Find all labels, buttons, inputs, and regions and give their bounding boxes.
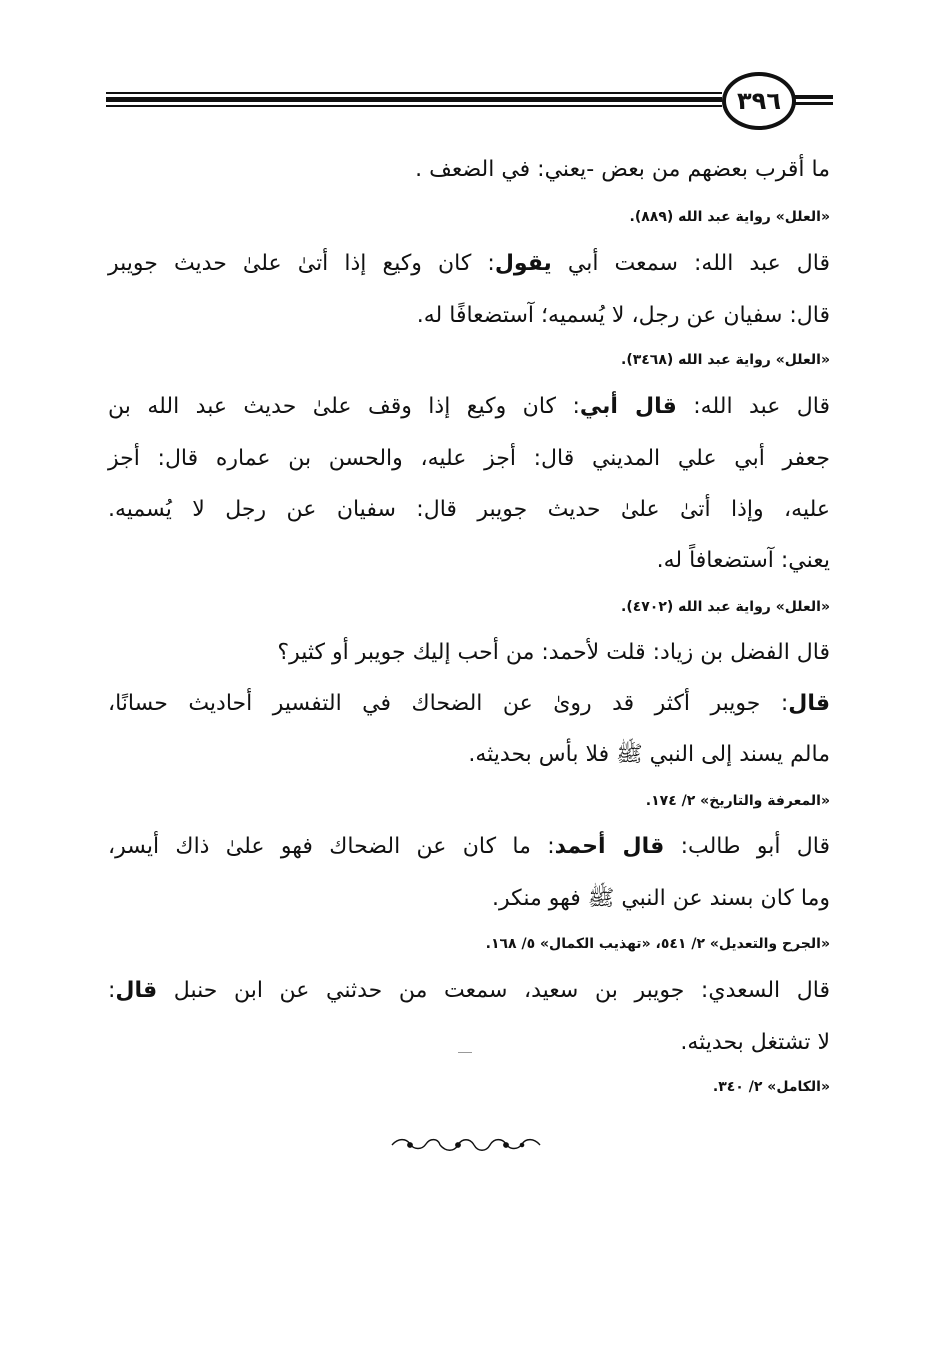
header-rule-bottom [106,105,722,107]
speaker-bold: قال أحمد [554,834,665,859]
header-rule-right-top [795,95,833,99]
text-line-13 [108,975,830,1007]
page-number-frame [722,72,796,130]
citation-1: «العلل» رواية عبد الله (٨٨٩). [629,209,830,225]
text-line-12: وما كان بسند عن النبي ﷺ فهو منكر. [492,886,830,911]
citation-2: «العلل» رواية عبد الله (٣٤٦٨). [621,352,830,368]
speaker-bold: قال [788,691,830,716]
stray-mark [458,1052,472,1053]
speaker-bold: قال [115,978,158,1003]
text-line-6: عليه، وإذا أتىٰ علىٰ حديث جويبر قال: سفيان عن رجل لا يُسميه. [108,497,830,522]
header-rule-thick [106,97,722,102]
text-segment: : كان وكيع إذا أتىٰ علىٰ حديث جويبر [108,251,495,276]
text-segment: قال السعدي: جويبر بن سعيد، سمعت من حدثني عن ابن حنبل [157,978,830,1003]
text-segment: قال أبو طالب: [664,834,830,859]
section-end-ornament-icon [388,1136,544,1154]
text-segment: قال عبد الله: سمعت أبي [551,251,830,276]
text-line-3: قال: سفيان عن رجل، لا يُسميه؛ آستضعافًا له. [416,303,830,328]
text-line-11 [108,831,830,863]
text-segment: : كان وكيع إذا وقف علىٰ حديث عبد الله بن [108,394,580,419]
text-line-4 [108,391,830,423]
text-segment: : جويبر أكثر قد روىٰ عن الضحاك في التفسير أحاديث حسانًا، [108,691,789,716]
text-line-10: مالم يسند إلى النبي ﷺ فلا بأس بحديثه. [468,742,830,767]
text-line-9 [108,688,830,720]
header-rule-top [106,92,722,94]
text-line-5: جعفر أبي علي المديني قال: أجز عليه، والحسن بن عماره قال: أجز [108,446,830,471]
text-line-8: قال الفضل بن زياد: قلت لأحمد: من أحب إليك جويبر أو كثير؟ [277,640,830,665]
text-line-1: ما أقرب بعضهم من بعض -يعني: في الضعف . [415,157,830,182]
text-line-2 [108,248,830,280]
header-rule-right-bottom [795,102,833,105]
citation-3: «العلل» رواية عبد الله (٤٧٠٢). [621,599,830,615]
citation-6: «الكامل» ٢/ ٣٤٠. [712,1079,830,1095]
speaker-bold: قال أبي [579,394,677,419]
text-segment: : [108,978,116,1003]
citation-5: «الجرح والتعديل» ٢/ ٥٤١، «تهذيب الكمال» ٥/ ١٦٨. [485,936,830,952]
speaker-bold: يقول [494,251,552,276]
text-segment: : ما كان عن الضحاك فهو علىٰ ذاك أيسر، [108,834,555,859]
text-line-7: يعني: آستضعافاً له. [656,548,830,573]
text-segment: قال عبد الله: [676,394,830,419]
citation-4: «المعرفة والتاريخ» ٢/ ١٧٤. [645,793,830,809]
text-line-14: لا تشتغل بحديثه. [680,1030,830,1055]
page-number: ٣٩٦ [737,87,781,115]
